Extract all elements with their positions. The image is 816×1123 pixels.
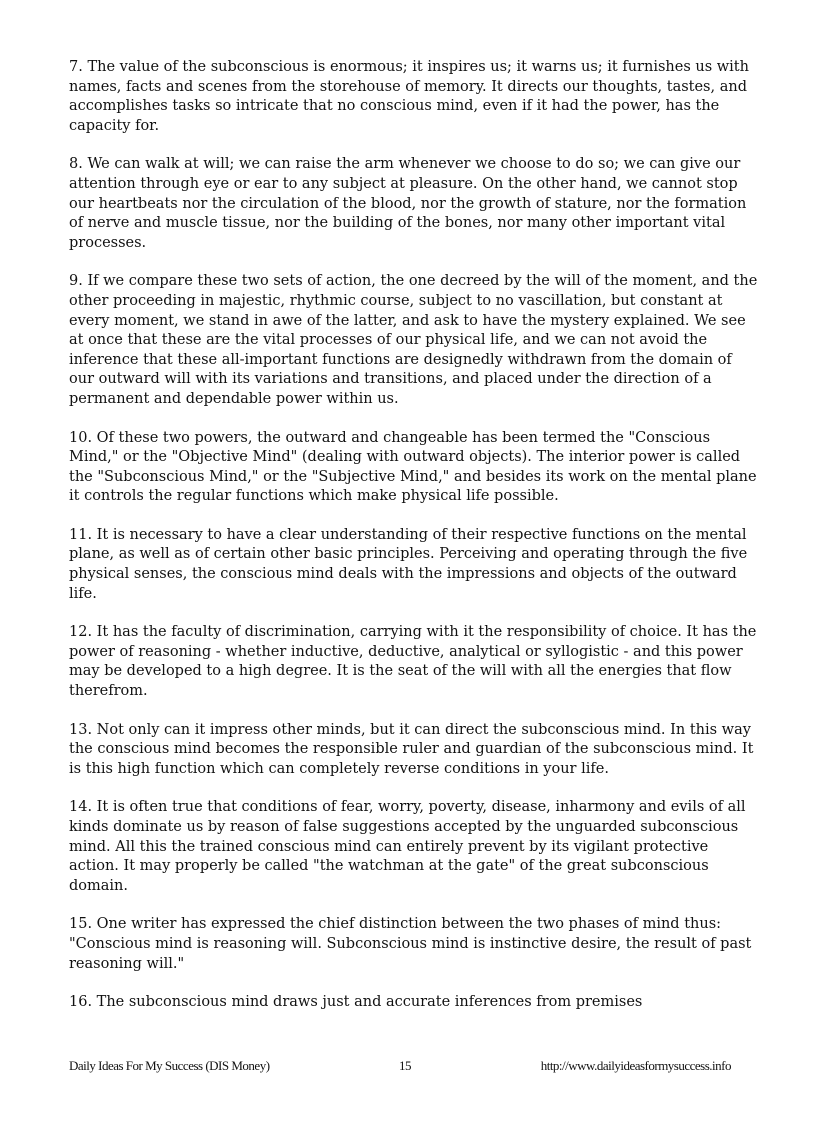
paragraph-13: 13. Not only can it impress other minds, but it can direct the subconscious mind. In this way the conscious mind becomes the responsible ruler and guardian of the subconscious mind. It is this high function which can completely reverse conditions in your life.	[69, 721, 754, 777]
paragraph-14: 14. It is often true that conditions of fear, worry, poverty, disease, inharmony and evils of all kinds dominate us by reason of false suggestions accepted by the unguarded subconscious mind. All this the trained conscious mind can entirely prevent by its vigilant protective action. It may properly be called "the watchman at the gate" of the great subconscious domain.	[69, 799, 746, 894]
paragraph-9: 9. If we compare these two sets of action, the one decreed by the will of the moment, and the other proceeding in majestic, rhythmic course, subject to no vascillation, but constant at every moment, we stand in awe of the latter, and ask to have the mystery explained. We see at once that these are the vital processes of our physical life, and we can not avoid the inference that these all-important functions are designedly withdrawn from the domain of our outward will with its variations and transitions, and placed under the direction of a permanent and dependable power within us.	[69, 273, 758, 407]
paragraph-16: 16. The subconscious mind draws just and accurate inferences from premises	[69, 994, 643, 1011]
paragraph-8: 8. We can walk at will; we can raise the arm whenever we choose to do so; we can give our attention through eye or ear to any subject at pleasure. On the other hand, we cannot stop our heartbeats nor the circulation of the blood, nor the growth of stature, nor the formation of nerve and muscle tissue, nor the building of the bones, nor many other important vital processes.	[69, 156, 747, 251]
paragraph-10: 10. Of these two powers, the outward and changeable has been termed the "Conscious Mind," or the "Objective Mind" (dealing with outward objects). The interior power is called the "Subconscious Mind," or the "Subjective Mind," and besides its work on the mental plane it controls the regular functions which make physical life possible.	[69, 429, 757, 505]
paragraph-15: 15. One writer has expressed the chief distinction between the two phases of mind thus: "Conscious mind is reasoning will. Subconscious mind is instinctive desire, the result of past reasoning will."	[69, 916, 752, 972]
paragraph-12: 12. It has the faculty of discrimination, carrying with it the responsibility of choice. It has the power of reasoning - whether inductive, deductive, analytical or syllogistic - and this power may be developed to a high degree. It is the seat of the will with all the energies that flow therefrom.	[69, 624, 757, 700]
page-number: 15	[399, 1058, 411, 1073]
paragraph-11: 11. It is necessary to have a clear understanding of their respective functions on the mental plane, as well as of certain other basic principles. Perceiving and operating through the five physical senses, the conscious mind deals with the impressions and objects of the outward life.	[69, 526, 748, 602]
paragraph-7: 7. The value of the subconscious is enormous; it inspires us; it warns us; it furnishes us with names, facts and scenes from the storehouse of memory. It directs our thoughts, tastes, and accomplishes tasks so intricate that no conscious mind, even if it had the power, has the capacity for.	[69, 59, 749, 134]
page-body	[69, 58, 759, 1032]
footer-title: Daily Ideas For My Success (DIS Money)	[69, 1058, 270, 1073]
footer-url: http://www.dailyideasformysuccess.info	[540, 1058, 731, 1073]
page-footer	[69, 1058, 731, 1074]
